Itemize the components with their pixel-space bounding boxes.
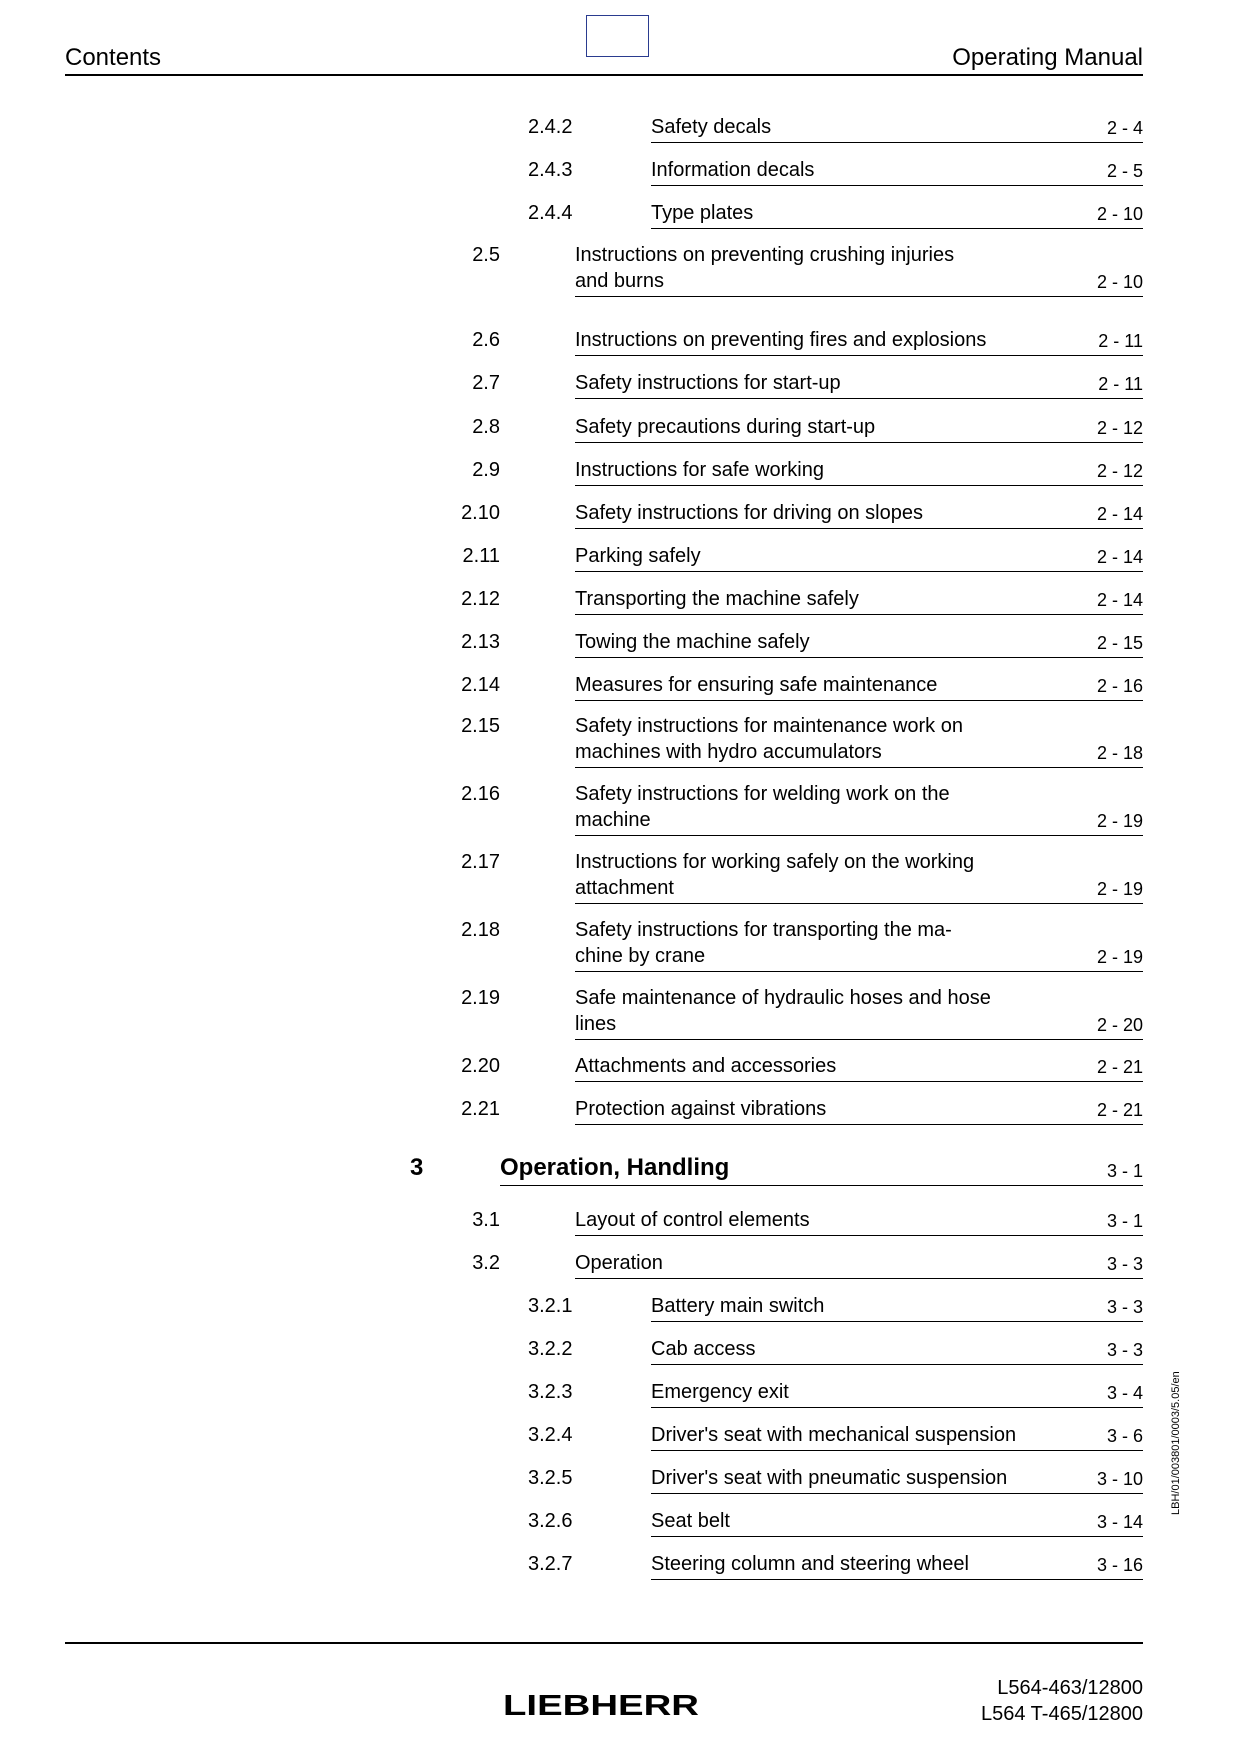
toc-title-line: Parking safely [575,545,701,567]
model-line-2: L564 T-465/12800 [980,1703,1143,1725]
toc-entry[interactable] [651,1336,1143,1365]
toc-title-line: machines with hydro accumulators [575,741,882,763]
toc-number: 2.8 [472,416,500,438]
toc-title-line: Information decals [651,159,815,181]
toc-number: 2.4.3 [528,159,573,181]
toc-page-number: 2 - 10 [1096,204,1143,224]
toc-entry[interactable] [651,1465,1143,1494]
toc-number: 2.9 [472,459,500,481]
footer-rule [65,1642,1143,1644]
toc-page-number: 2 - 14 [1096,547,1143,567]
toc-title-line: Operation [575,1252,663,1274]
toc-number: 3.2.4 [528,1424,573,1446]
toc-number: 2.5 [472,244,500,266]
toc-entry[interactable] [575,1250,1143,1279]
toc-title-line: lines [575,1013,617,1035]
model-line-1: L564-463/12800 [997,1677,1143,1699]
toc-entry[interactable] [575,713,1143,768]
toc-number: 2.12 [461,588,500,610]
toc-entry[interactable] [651,1508,1143,1537]
toc-number: 2.13 [461,631,500,653]
toc-page-number: 2 - 12 [1096,461,1143,481]
toc-title-line: Measures for ensuring safe maintenance [575,674,938,696]
toc-title-line: Instructions on preventing fires and explosions [575,329,987,351]
toc-entry[interactable] [575,1096,1143,1125]
toc-page-number: 2 - 21 [1096,1057,1143,1077]
toc-number: 2.15 [461,715,500,737]
toc-entry[interactable] [575,457,1143,486]
toc-page-number: 3 - 6 [1106,1426,1143,1446]
toc-entry[interactable] [575,629,1143,658]
toc-entry[interactable] [651,1551,1143,1580]
toc-title-line: Type plates [651,202,754,224]
toc-number: 2.20 [461,1055,500,1077]
toc-number: 2.18 [461,919,500,941]
toc-number: 2.4.2 [528,116,573,138]
toc-title-line: machine [575,809,651,831]
toc-number: 2.17 [461,851,500,873]
toc-title-line: Steering column and steering wheel [651,1553,969,1575]
toc-entry[interactable] [651,1422,1143,1451]
toc-number: 3.2.1 [528,1295,573,1317]
toc-title-line: Operation, Handling [500,1154,730,1181]
toc-page-number: 3 - 3 [1106,1254,1143,1274]
toc-number: 2.14 [461,674,500,696]
toc-entry[interactable] [651,114,1143,143]
toc-page-number: 2 - 15 [1096,633,1143,653]
toc-page-number: 2 - 12 [1096,418,1143,438]
toc-page-number: 3 - 1 [1106,1161,1143,1181]
toc-number: 2.11 [462,545,500,567]
toc-title-line: attachment [575,877,674,899]
toc-title-line: Instructions for safe working [575,459,824,481]
toc-entry[interactable] [575,242,1143,297]
model-designations [981,1675,1143,1727]
toc-title-line: Seat belt [651,1510,730,1532]
toc-entry[interactable] [651,200,1143,229]
logo-wordmark: LIEBHERR [503,1690,699,1718]
toc-page-number: 2 - 11 [1098,331,1143,351]
toc-title-line: Cab access [651,1338,756,1360]
toc-title-line: chine by crane [575,945,706,967]
toc-page-number: 2 - 19 [1096,879,1143,899]
toc-number: 2.6 [472,329,500,351]
toc-page-number: 2 - 18 [1096,743,1143,763]
toc-title-line: Towing the machine safely [575,631,810,653]
toc-title-line: Attachments and accessories [575,1055,837,1077]
toc-page-number: 2 - 10 [1096,272,1143,292]
running-header-section: Contents [65,44,162,71]
toc-page-number: 2 - 21 [1096,1100,1143,1120]
toc-page-number: 3 - 4 [1106,1383,1143,1403]
toc-page-number: 3 - 3 [1106,1297,1143,1317]
toc-title-line: Safety instructions for maintenance work on [575,715,963,737]
toc-number: 3 [410,1154,424,1181]
toc-number: 3.2.5 [528,1467,573,1489]
toc-entry[interactable] [575,985,1143,1040]
toc-page-number: 3 - 10 [1096,1469,1143,1489]
toc-entry[interactable] [651,1293,1143,1322]
toc-title-line: Battery main switch [651,1295,825,1317]
toc-title-line: Safety instructions for start-up [575,372,841,394]
toc-number: 2.4.4 [528,202,573,224]
toc-page-number: 2 - 20 [1096,1015,1143,1035]
toc-title-line: Safe maintenance of hydraulic hoses and hose [575,987,991,1009]
toc-number: 2.10 [461,502,500,524]
toc-page-number: 3 - 16 [1096,1555,1143,1575]
toc-title-line: Safety instructions for welding work on the [575,783,950,805]
toc-entry[interactable] [575,327,1143,356]
running-header-document: Operating Manual [952,44,1143,71]
toc-page-number: 2 - 5 [1106,161,1143,181]
toc-entry[interactable] [575,586,1143,615]
toc-title-line: Safety instructions for driving on slopes [575,502,923,524]
toc-title-line: Transporting the machine safely [575,588,859,610]
toc-title-line: Emergency exit [651,1381,789,1403]
toc-entry[interactable] [575,781,1143,836]
document-code: LBH/01/003801/0003/5.05/en [1170,1371,1182,1515]
toc-title-line: and burns [575,270,664,292]
toc-title-line: Instructions for working safely on the working [575,851,975,873]
toc-page-number: 2 - 14 [1096,504,1143,524]
toc-entry[interactable] [575,1053,1143,1082]
toc-title-line: Safety precautions during start-up [575,416,876,438]
toc-page-number: 2 - 4 [1106,118,1143,138]
toc-page-number: 3 - 3 [1106,1340,1143,1360]
toc-page-number: 2 - 19 [1096,811,1143,831]
toc-number: 3.1 [472,1209,500,1231]
liebherr-logo [503,1690,699,1718]
toc-title-line: Driver's seat with mechanical suspension [651,1424,1017,1446]
toc-title-line: Safety instructions for transporting the ma- [575,919,952,941]
toc-entry[interactable] [575,370,1143,399]
toc-entry[interactable] [575,414,1143,443]
toc-entry[interactable] [500,1153,1143,1186]
toc-title-line: Instructions on preventing crushing injuries [575,244,955,266]
toc-page-number: 3 - 14 [1096,1512,1143,1532]
toc-page-number: 2 - 11 [1098,374,1143,394]
toc-title-line: Driver's seat with pneumatic suspension [651,1467,1008,1489]
toc-number: 3.2.7 [528,1553,573,1575]
toc-number: 3.2.2 [528,1338,573,1360]
toc-entry[interactable] [575,543,1143,572]
toc-entry[interactable] [575,917,1143,972]
toc-number: 2.19 [461,987,500,1009]
toc-title-line: Protection against vibrations [575,1098,827,1120]
toc-page-number: 2 - 14 [1096,590,1143,610]
toc-title-line: Safety decals [651,116,772,138]
toc-title-line: Layout of control elements [575,1209,810,1231]
toc-number: 2.16 [461,783,500,805]
toc-entry[interactable] [651,157,1143,186]
toc-entry[interactable] [575,1207,1143,1236]
toc-entry[interactable] [575,500,1143,529]
toc-entry[interactable] [575,672,1143,701]
toc-number: 3.2 [472,1252,500,1274]
toc-entry[interactable] [575,849,1143,904]
toc-number: 3.2.6 [528,1510,573,1532]
toc-number: 2.7 [472,372,500,394]
toc-number: 2.21 [461,1098,500,1120]
toc-page-number: 2 - 19 [1096,947,1143,967]
toc-page-number: 3 - 1 [1106,1211,1143,1231]
toc-number: 3.2.3 [528,1381,573,1403]
toc-page-number: 2 - 16 [1096,676,1143,696]
toc-entry[interactable] [651,1379,1143,1408]
